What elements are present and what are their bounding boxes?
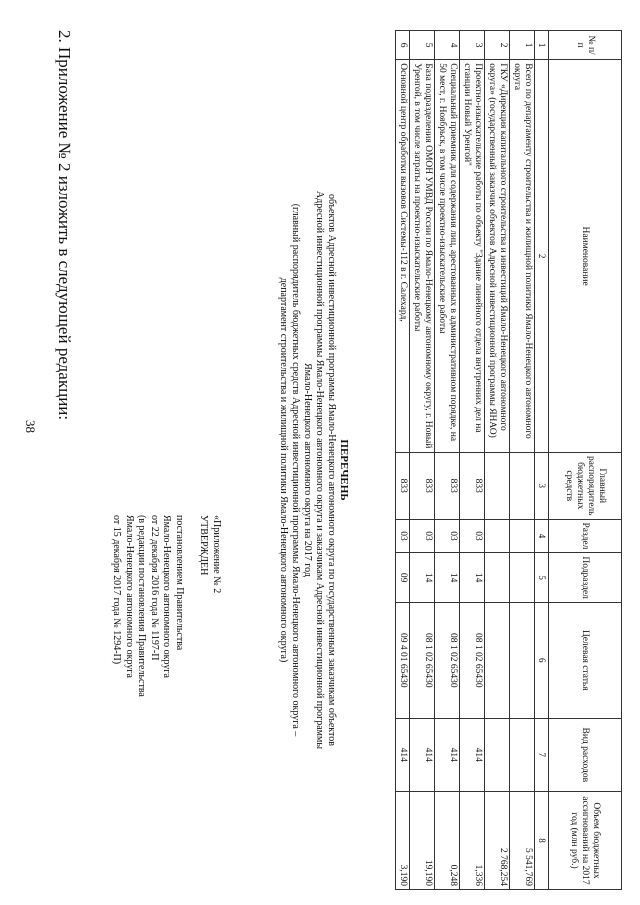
appendix-line: от 15 декабря 2017 года № 1294-П) — [111, 515, 123, 665]
header-num: № п/п — [549, 31, 622, 60]
row-name: Специальный приемник для содержания лиц, арестованных в административном порядке, на 50 мест, г. Ноябрьск, в том числе проектно-изыскательские работы — [435, 60, 460, 453]
row-razdel — [510, 519, 535, 553]
column-number: 6 — [535, 602, 549, 718]
column-number: 5 — [535, 553, 549, 603]
appendix-line: от 22 декабря 2016 года № 1197-П — [149, 515, 160, 661]
document-title-block — [277, 160, 350, 780]
appendix-line: Ямало-Ненецкого автономного округа — [161, 515, 173, 678]
column-number: 7 — [535, 718, 549, 791]
row-expense-type — [485, 718, 510, 791]
row-expense-type: 414 — [435, 718, 460, 791]
row-podrazdel — [485, 553, 510, 603]
row-expense-type: 414 — [460, 718, 485, 791]
appendix-line: постановлением Правительства — [174, 515, 185, 651]
document-title: ПЕРЕЧЕНЬ — [338, 439, 350, 501]
row-name: Всего по департаменту строительства и жилищной политики Ямало-Ненецкого автономного округа — [510, 60, 535, 453]
title-line: Адресной инвестиционной программы Ямало-Ненецкого автономного округа и заказчикам Адресной инвестиционной программы — [314, 190, 325, 750]
row-number: 4 — [435, 31, 460, 60]
row-razdel — [485, 519, 510, 553]
page-number: 38 — [23, 420, 38, 433]
header-grbs: Главный распорядитель бюджетных средств — [549, 453, 622, 520]
row-podrazdel: 09 — [396, 553, 410, 603]
row-razdel: 03 — [460, 519, 485, 553]
row-grbs — [510, 453, 535, 520]
title-line: департамент строительства и жилищной политики Ямало-Ненецкого автономного округа) — [278, 277, 289, 663]
row-name: ГКУ «Дирекция капитального строительства и инвестиций Ямало-Ненецкого автономного округа» (государственный заказчик объектов Адресной инвестиционной программы ЯНАО) — [485, 60, 510, 453]
title-line: Ямало-Ненецкого автономного округа на 2017 год — [302, 363, 313, 577]
row-number: 2 — [485, 31, 510, 60]
appendix-line: УТВЕРЖДЕН — [198, 515, 210, 576]
row-number: 1 — [510, 31, 535, 60]
row-grbs: 833 — [435, 453, 460, 520]
table-row — [510, 31, 535, 890]
title-line: (главный распорядитель бюджетных средств Адресной инвестиционной программы Ямало-Ненецкого автономного округа – — [290, 203, 301, 737]
row-grbs: 833 — [460, 453, 485, 520]
row-podrazdel: 14 — [435, 553, 460, 603]
objects-table — [395, 30, 622, 890]
column-number: 3 — [535, 453, 549, 520]
row-amount: 19,190 — [410, 791, 435, 889]
row-target-article: 09 4 01 65430 — [396, 602, 410, 718]
row-podrazdel: 14 — [460, 553, 485, 603]
row-amount: 1,336 — [460, 791, 485, 889]
table-row — [460, 31, 485, 890]
row-grbs: 833 — [396, 453, 410, 520]
appendix-line: (в редакции постановления Правительства — [136, 515, 148, 697]
appendix-line: «Приложение № 2 — [211, 515, 222, 594]
row-amount: 0,248 — [435, 791, 460, 889]
header-name: Наименование — [549, 60, 622, 453]
table-row — [410, 31, 435, 890]
column-number: 4 — [535, 519, 549, 553]
row-name: Проектно-изыскательские работы по объекту "Здание линейного отдела внутренних дел на станции Новый Уренгой" — [460, 60, 485, 453]
row-razdel: 03 — [435, 519, 460, 553]
row-amount: 3,190 — [396, 791, 410, 889]
row-target-article — [485, 602, 510, 718]
row-podrazdel — [510, 553, 535, 603]
table-row — [396, 31, 410, 890]
row-number: 3 — [460, 31, 485, 60]
row-number: 5 — [410, 31, 435, 60]
row-target-article: 08 1 02 65430 — [435, 602, 460, 718]
section-heading: 2. Приложение № 2 изложить в следующей редакции: — [55, 30, 74, 421]
row-target-article: 08 1 02 65430 — [460, 602, 485, 718]
title-line: объектов Адресной инвестиционной программы Ямало-Ненецкого автономного округа по государственным заказчикам объектов — [326, 194, 337, 746]
table-row — [435, 31, 460, 890]
row-name: Основной центр обработки вызовов Системы-112 в г. Салехард, — [396, 60, 410, 453]
row-expense-type — [510, 718, 535, 791]
row-podrazdel: 14 — [410, 553, 435, 603]
row-grbs: 833 — [410, 453, 435, 520]
header-expense-type: Вид расходов — [549, 718, 622, 791]
row-number: 6 — [396, 31, 410, 60]
header-podrazdel: Подраздел — [549, 553, 622, 603]
row-razdel: 03 — [410, 519, 435, 553]
row-razdel: 03 — [396, 519, 410, 553]
column-number: 1 — [535, 31, 549, 60]
row-name: База подразделения ОМОН УМВД России по Ямало-Ненецкому автономному округу, г. Новый Уренгой, в том числе затраты на проектно-изыскательские работы — [410, 60, 435, 453]
column-number-row — [535, 31, 549, 890]
row-expense-type: 414 — [396, 718, 410, 791]
row-target-article — [510, 602, 535, 718]
header-razdel: Раздел — [549, 519, 622, 553]
row-amount: 2 768,254 — [485, 791, 510, 889]
appendix-line: Ямало-Ненецкого автономного округа — [124, 515, 135, 678]
row-grbs — [485, 453, 510, 520]
table-row — [485, 31, 510, 890]
row-expense-type: 414 — [410, 718, 435, 791]
table-header-row — [549, 31, 622, 890]
row-amount: 5 541,769 — [510, 791, 535, 889]
column-number: 8 — [535, 791, 549, 889]
row-target-article: 08 1 02 65430 — [410, 602, 435, 718]
header-target-article: Целевая статья — [549, 602, 622, 718]
appendix-approval-block — [110, 515, 222, 845]
header-amount: Объем бюджетных ассигнований на 2017 год (млн руб.) — [549, 791, 622, 889]
column-number: 2 — [535, 60, 549, 453]
